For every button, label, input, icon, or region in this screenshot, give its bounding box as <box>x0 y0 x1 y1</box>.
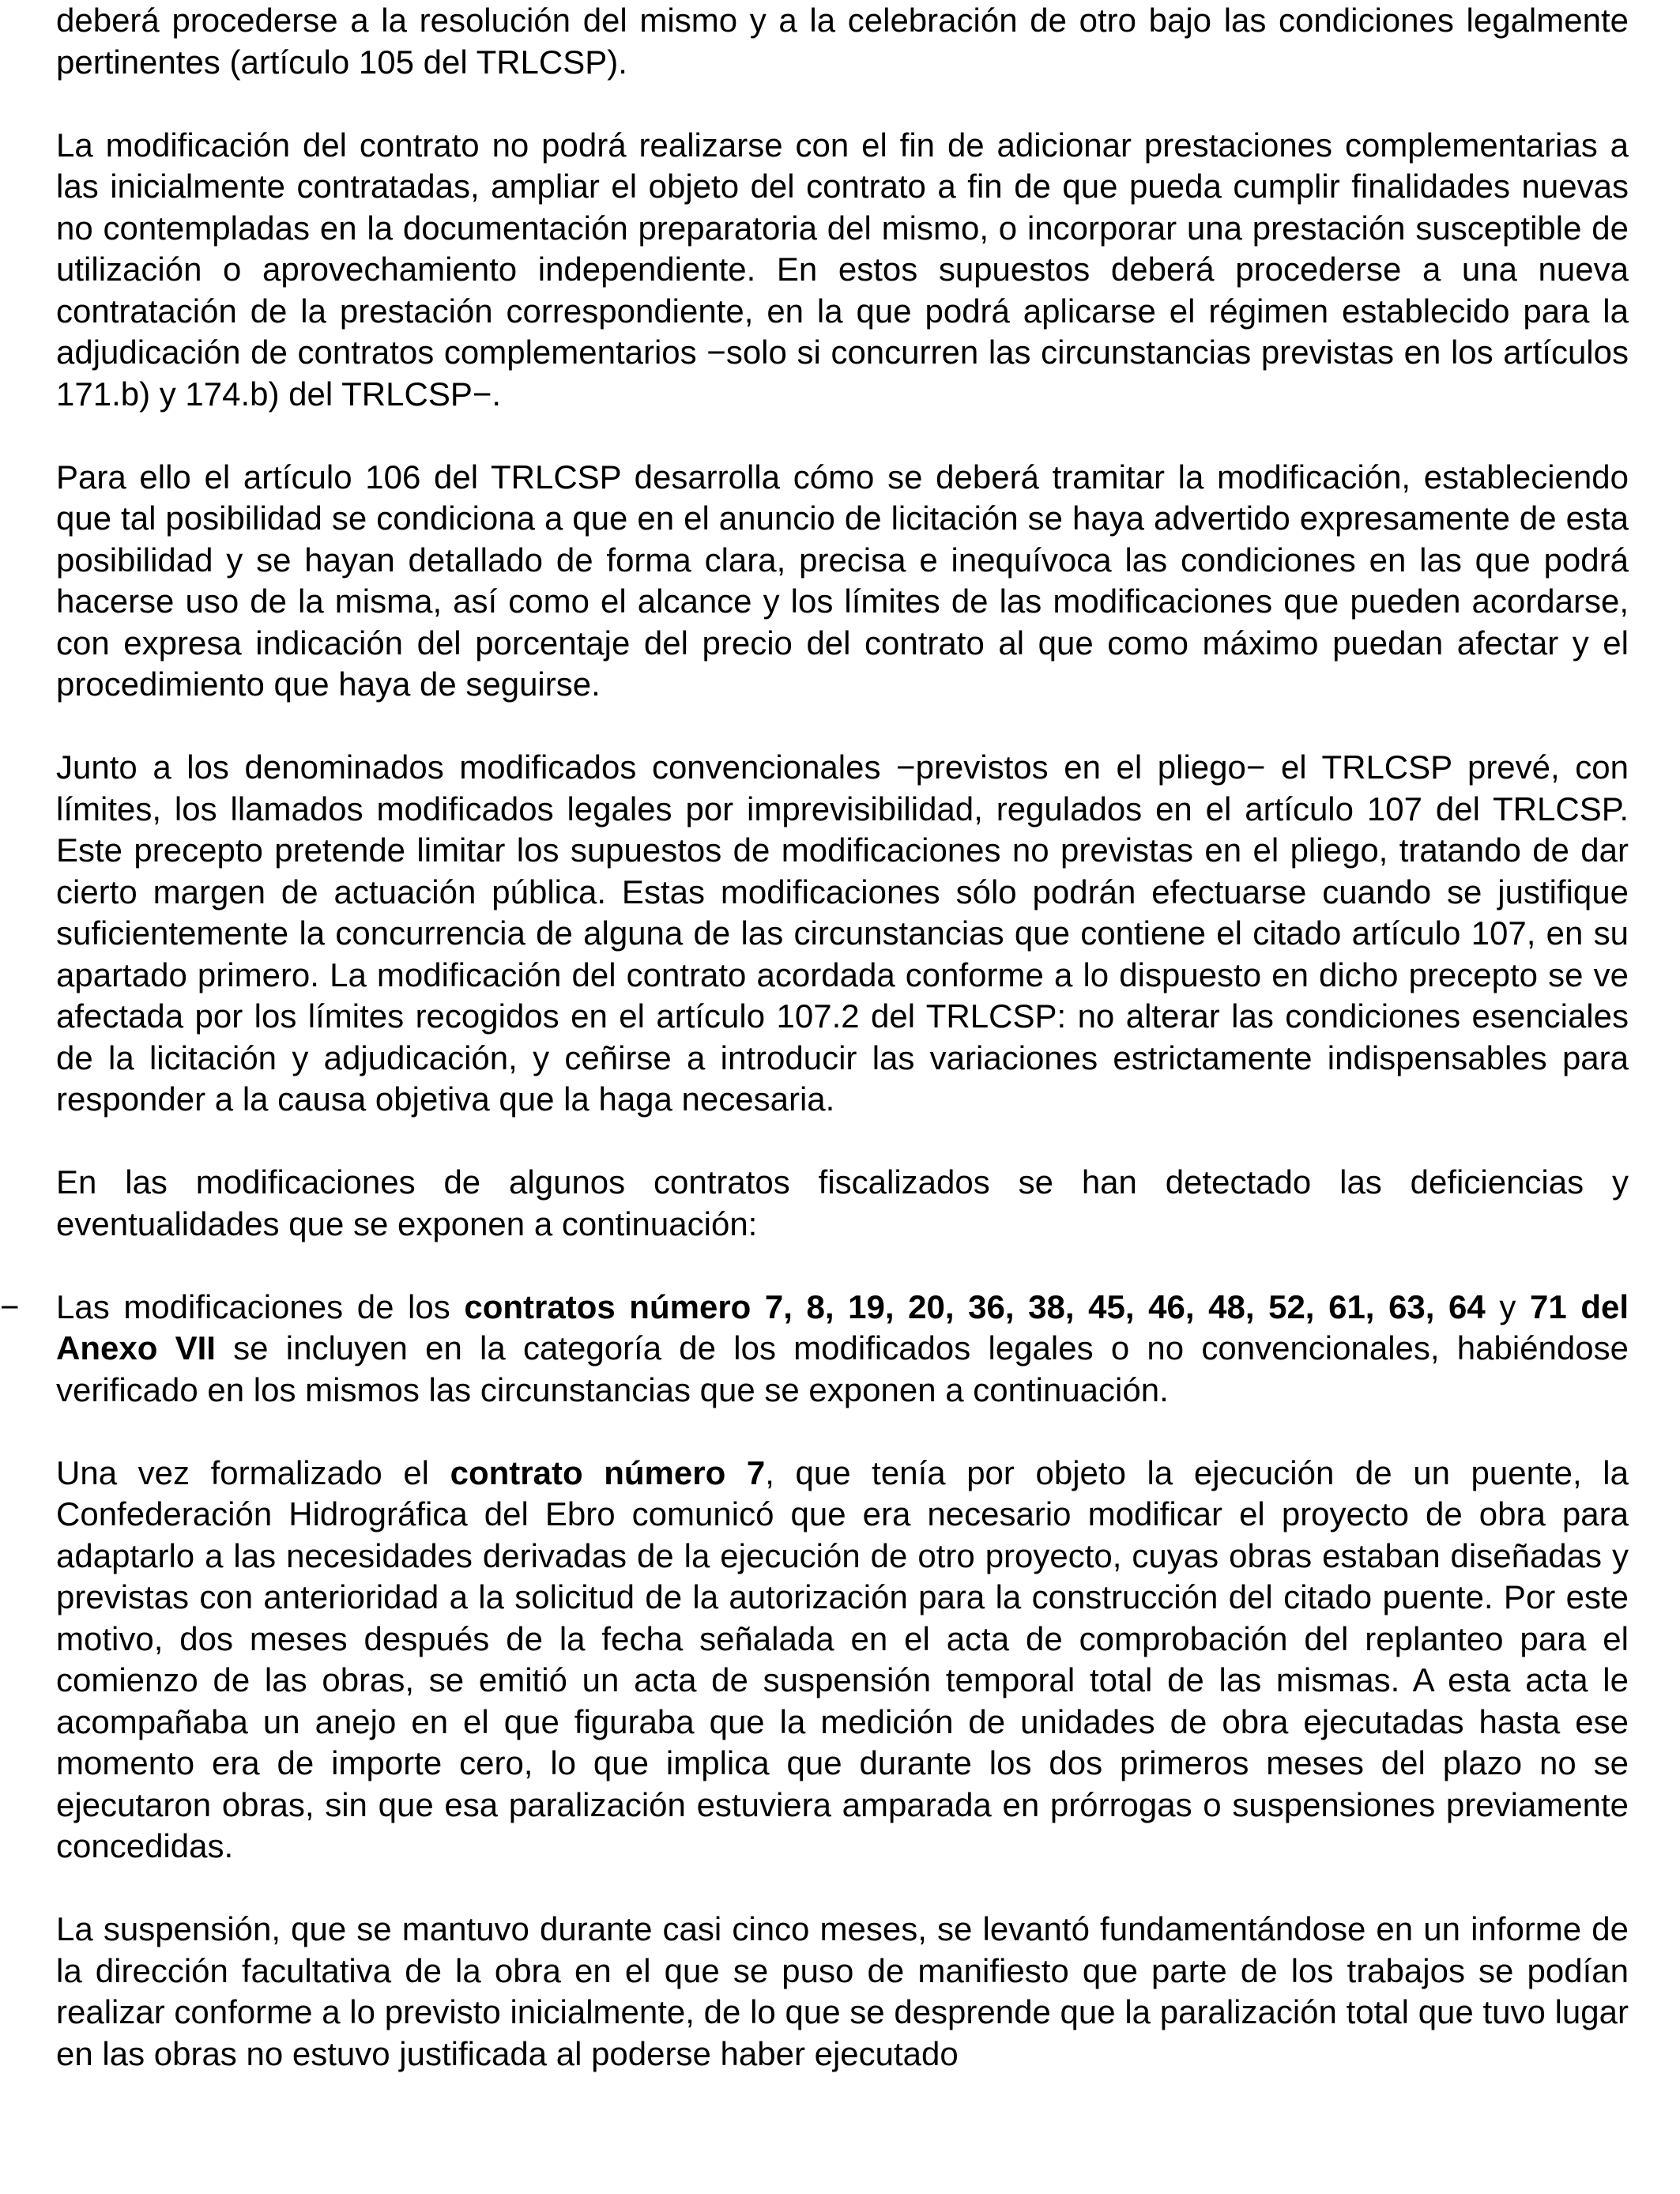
bullet-annex-reference: 71 del Anexo VII <box>56 1287 1629 1367</box>
bullet-text-lead: Las modificaciones de los <box>56 1287 465 1325</box>
paragraph-spacer <box>56 1868 1629 1909</box>
bullet-contract-numbers: contratos número 7, 8, 19, 20, 36, 38, 45, 46, 48, 52, 61, 63, 64 <box>464 1287 1486 1325</box>
paragraph-spacer <box>56 1411 1629 1453</box>
contract-7-number: contrato número 7 <box>450 1453 766 1491</box>
paragraph-spacer <box>56 1121 1629 1163</box>
bullet-text-conjunction: y <box>1485 1287 1530 1325</box>
paragraph-deficiencies-intro: En las modificaciones de algunos contratos fiscalizados se han detectado las deficiencias y eventualidades que se exponen a continuación: <box>56 1163 1629 1242</box>
bullet-item-contracts <box>0 1287 1629 1412</box>
paragraph-spacer <box>56 706 1629 748</box>
paragraph-suspension: La suspensión, que se mantuvo durante casi cinco meses, se levantó fundamentándose en un informe de la dirección facultativa de la obra en el que se puso de manifiesto que parte de los trabajos se podían realizar conforme a lo previsto inicialmente, de lo que se desprende que la paralización total que tuvo lugar en las obras no estuvo justificada al poderse haber ejecutado <box>56 1910 1629 2072</box>
bullet-text-tail: se incluyen en la categoría de los modificados legales o no convencionales, habiéndose verificado en los mismos las circunstancias que se exponen a continuación. <box>56 1329 1629 1408</box>
paragraph-resolution: deberá procederse a la resolución del mismo y a la celebración de otro bajo las condiciones legalmente pertinentes (artículo 105 del TRLCSP). <box>56 2 1629 81</box>
paragraph-article-106: Para ello el artículo 106 del TRLCSP desarrolla cómo se deberá tramitar la modificación, estableciendo que tal posibilidad se condiciona a que en el anuncio de licitación se haya advertido expresamente de esta posibilidad y se hayan detallado de forma clara, precisa e inequívoca las condiciones en las que podrá hacerse uso de la misma, así como el alcance y los límites de las modificaciones que pueden acordarse, con expresa indicación del porcentaje del precio del contrato al que como máximo puedan afectar y el procedimiento que haya de seguirse. <box>56 458 1629 703</box>
contract-7-lead: Una vez formalizado el <box>56 1453 450 1491</box>
bullet-dash-icon: − <box>0 1287 20 1325</box>
paragraph-spacer <box>56 415 1629 457</box>
paragraph-spacer <box>56 83 1629 125</box>
paragraph-contract-7 <box>56 1453 1629 1868</box>
paragraph-spacer <box>56 1245 1629 1287</box>
contract-7-body: , que tenía por objeto la ejecución de un puente, la Confederación Hidrográfica del Ebro comunicó que era necesario modificar el proyecto de obra para adaptarlo a las necesidades derivadas de la ejecución de otro proyecto, cuyas obras estaban diseñadas y previstas con anterioridad a la solicitud de la autorización para la construcción del citado puente. Por este motivo, dos meses después de la fecha señalada en el acta de comprobación del replanteo para el comienzo de las obras, se emitió un acta de suspensión temporal total de las mismas. A esta acta le acompañaba un anejo en el que figuraba que la medición de unidades de obra ejecutadas hasta ese momento era de importe cero, lo que implica que durante los dos primeros meses del plazo no se ejecutaron obras, sin que esa paralización estuviera amparada en prórrogas o suspensiones previamente concedidas. <box>56 1453 1629 1864</box>
paragraph-article-107: Junto a los denominados modificados convencionales −previstos en el pliego− el TRLCSP prevé, con límites, los llamados modificados legales por imprevisibilidad, regulados en el artículo 107 del TRLCSP. Este precepto pretende limitar los supuestos de modificaciones no previstas en el pliego, tratando de dar cierto margen de actuación pública. Estas modificaciones sólo podrán efectuarse cuando se justifique suficientemente la concurrencia de alguna de las circunstancias que contiene el citado artículo 107, en su apartado primero. La modificación del contrato acordada conforme a lo dispuesto en dicho precepto se ve afectada por los límites recogidos en el artículo 107.2 del TRLCSP: no alterar las condiciones esenciales de la licitación y adjudicación, y ceñirse a introducir las variaciones estrictamente indispensables para responder a la causa objetiva que la haga necesaria. <box>56 748 1629 1118</box>
paragraph-modification-limits: La modificación del contrato no podrá realizarse con el fin de adicionar prestaciones complementarias a las inicialmente contratadas, ampliar el objeto del contrato a fin de que pueda cumplir finalidades nuevas no contempladas en la documentación preparatoria del mismo, o incorporar una prestación susceptible de utilización o aprovechamiento independiente. En estos supuestos deberá procederse a una nueva contratación de la prestación correspondiente, en la que podrá aplicarse el régimen establecido para la adjudicación de contratos complementarios −solo si concurren las circunstancias previstas en los artículos 171.b) y 174.b) del TRLCSP−. <box>56 126 1629 413</box>
